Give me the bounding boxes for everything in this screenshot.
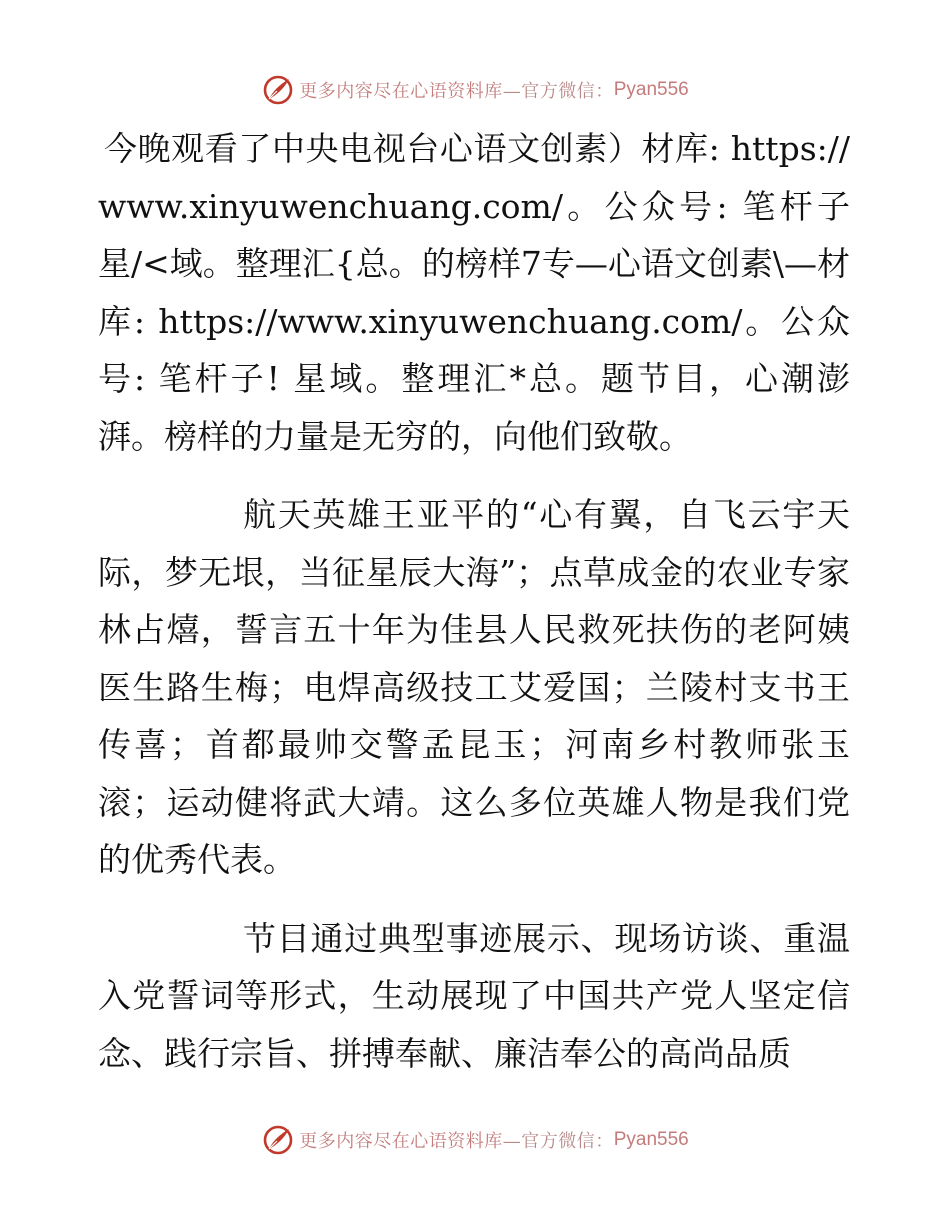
watermark-header — [0, 70, 950, 110]
paragraph-3: 节目通过典型事迹展示、现场访谈、重温入党誓词等形式，生动展现了中国共产党人坚定信念、践行宗旨、拼搏奉献、廉洁奉公的高尚品质 — [98, 918, 850, 1073]
watermark-wechat-id: Pyan556 — [613, 1129, 689, 1150]
quill-logo-icon — [261, 73, 295, 107]
watermark-wechat-id: Pyan556 — [613, 79, 689, 100]
watermark-separator: —官方微信： — [502, 81, 614, 102]
paragraph-1: 今晚观看了中央电视台心语文创素）材库: https://www.xinyuwenchuang.com/。公众号: 笔杆子星/<域。整理汇{总。的榜样7专—心语文创素\—材库: https://www.xinyuwenchuang.com/。公众号: 笔杆子! 星域。整理汇*总。题节目，心潮澎湃。榜样的力量是无穷的，向他们致敬。 — [98, 129, 850, 456]
paragraph-2: 航天英雄王亚平的“心有翼，自飞云宇天际，梦无垠，当征星辰大海”；点草成金的农业专家林占熺，誓言五十年为佳县人民救死扶伤的老阿姨医生路生梅；电焊高级技工艾爱国；兰陵村支书王传喜；首都最帅交警孟昆玉；河南乡村教师张玉滚；运动健将武大靖。这么多位英雄人物是我们党的优秀代表。 — [98, 495, 850, 879]
watermark-site-text: 更多内容尽在心语资料库 — [299, 1131, 503, 1152]
document-body — [98, 120, 850, 1103]
watermark-site-text: 更多内容尽在心语资料库 — [299, 81, 503, 102]
quill-logo-icon — [261, 1123, 295, 1157]
watermark-separator: —官方微信： — [502, 1131, 614, 1152]
watermark-footer — [0, 1120, 950, 1160]
